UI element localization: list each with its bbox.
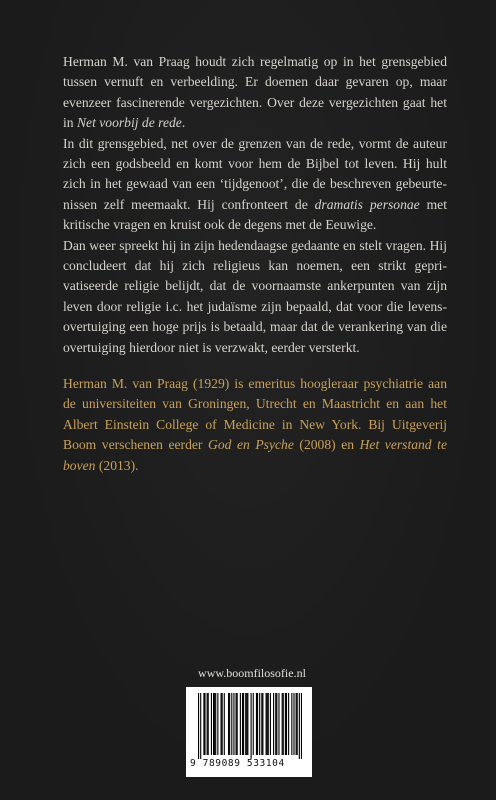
barcode-bar [215,693,216,755]
barcode-bar [251,693,252,759]
blurb-p2-end: met kritische vragen en kruist ook de degens met de Eeuwige. [63,196,447,233]
barcode-bar [276,693,277,755]
bio-title-god-en-psyche: God en Psyche [208,437,294,453]
barcode-bar [200,693,201,759]
barcode-bar [261,693,262,755]
barcode-bar [247,693,248,755]
barcode-bar [288,693,289,755]
barcode-bar [198,693,199,759]
barcode-bar [217,693,218,755]
barcode-label [186,687,312,777]
author-bio [63,374,447,476]
barcode-bar [214,693,215,755]
barcode-bar [267,693,268,755]
blurb-p2-text: In dit grensgebied, net over de grenzen van de rede, vormt de auteur zich een godsbeeld en komt voor hem de Bijbel tot leven. Hij hult zich in het gewaad van een ‘tijdgenoot’, die de beschreven gebeurtenissen zelf meemaakt. Hij confronteert de [63,135,447,212]
barcode-bar [293,693,294,755]
blurb-paragraph-3: Dan weer spreekt hij in zijn hedendaagse gedaante en stelt vragen. Hij concludeert dat hij zich religieus kan noemen, een strikt geprivatiseerde religie belijdt, dat de voornaamste ankerpunten van zijn leven door religie i.c. het judaïsme zijn bepaald, dat voor die levensovertuiging een hoge prijs is betaald, maar dat de verankering van die overtuiging hierdoor niet is verzwakt, eerder versterkt. [63,237,447,355]
barcode-bar [301,693,302,759]
barcode-bar [286,693,287,755]
barcode-bar [242,693,243,755]
barcode-bar [278,693,279,755]
barcode-bar [275,693,276,755]
barcode-bar [259,693,260,755]
barcode-bar [291,693,292,755]
blurb-paragraph-2 [63,134,447,236]
barcode-bar [245,693,246,755]
barcode-bar [211,693,212,755]
bio-text-a: Herman M. van Praag (1929) is emeritus hoogleraar psychiatrie aan de universiteiten van Groningen, Utrecht en Maastricht en aan het Albert Einstein College of Medicine in New York. Bij Uitgeverij Boom verschenen eerder [63,376,447,453]
barcode-bar [221,693,222,755]
barcode-bar [237,693,238,755]
barcode-bar [236,693,237,755]
author-bio-paragraph [63,374,447,476]
barcode-bar [257,693,258,755]
barcode-bar [233,693,234,755]
bio-text-b: (2008) en [293,437,360,453]
barcode-bar [229,693,230,755]
blurb-p1-text: Herman M. van Praag houdt zich regelmatig op in het grensgebied tussen vernuft en verbeelding. Er doemen daar gevaren op, maar evenzeer fascinerende vergezichten. Over deze vergezichten gaat het in [63,54,447,131]
barcode-bar [222,693,223,755]
barcode-bar [299,693,300,759]
blurb-p1-end: . [181,115,186,131]
barcode-bar [270,693,271,755]
barcode-graphic [198,693,302,761]
isbn-number: 9 789089 533104 [190,758,285,769]
dramatis-personae-italic: dramatis personae [314,196,420,212]
barcode-bar [283,693,284,755]
barcode-bar [224,693,225,755]
barcode-bar [243,693,244,755]
barcode-bar [207,693,208,755]
book-title-italic: Net voorbij de rede [76,115,182,131]
barcode-bar [253,693,254,755]
barcode-bar [240,693,241,755]
barcode-bar [297,693,298,755]
publisher-website: www.boomfilosofie.nl [198,666,306,680]
barcode-bar [285,693,286,755]
barcode-bar [256,693,257,755]
barcode-bar [282,693,283,755]
barcode-bar [262,693,263,755]
barcode-bar [296,693,297,755]
barcode-bar [246,693,247,755]
barcode-bar [268,693,269,755]
barcode-bar [266,693,267,755]
barcode-bar [204,693,205,755]
bio-title-het-verstand: Het verstand te boven [63,437,447,473]
bio-text-c: (2013). [95,457,139,473]
barcode-bar [208,693,209,755]
barcode-bar [203,693,204,755]
barcode-bar [231,693,232,755]
barcode-bar [213,693,214,755]
barcode-bar [228,693,229,755]
barcode-bar [273,693,274,755]
blurb-paragraph-1 [63,52,447,134]
blurb-text [63,52,447,358]
